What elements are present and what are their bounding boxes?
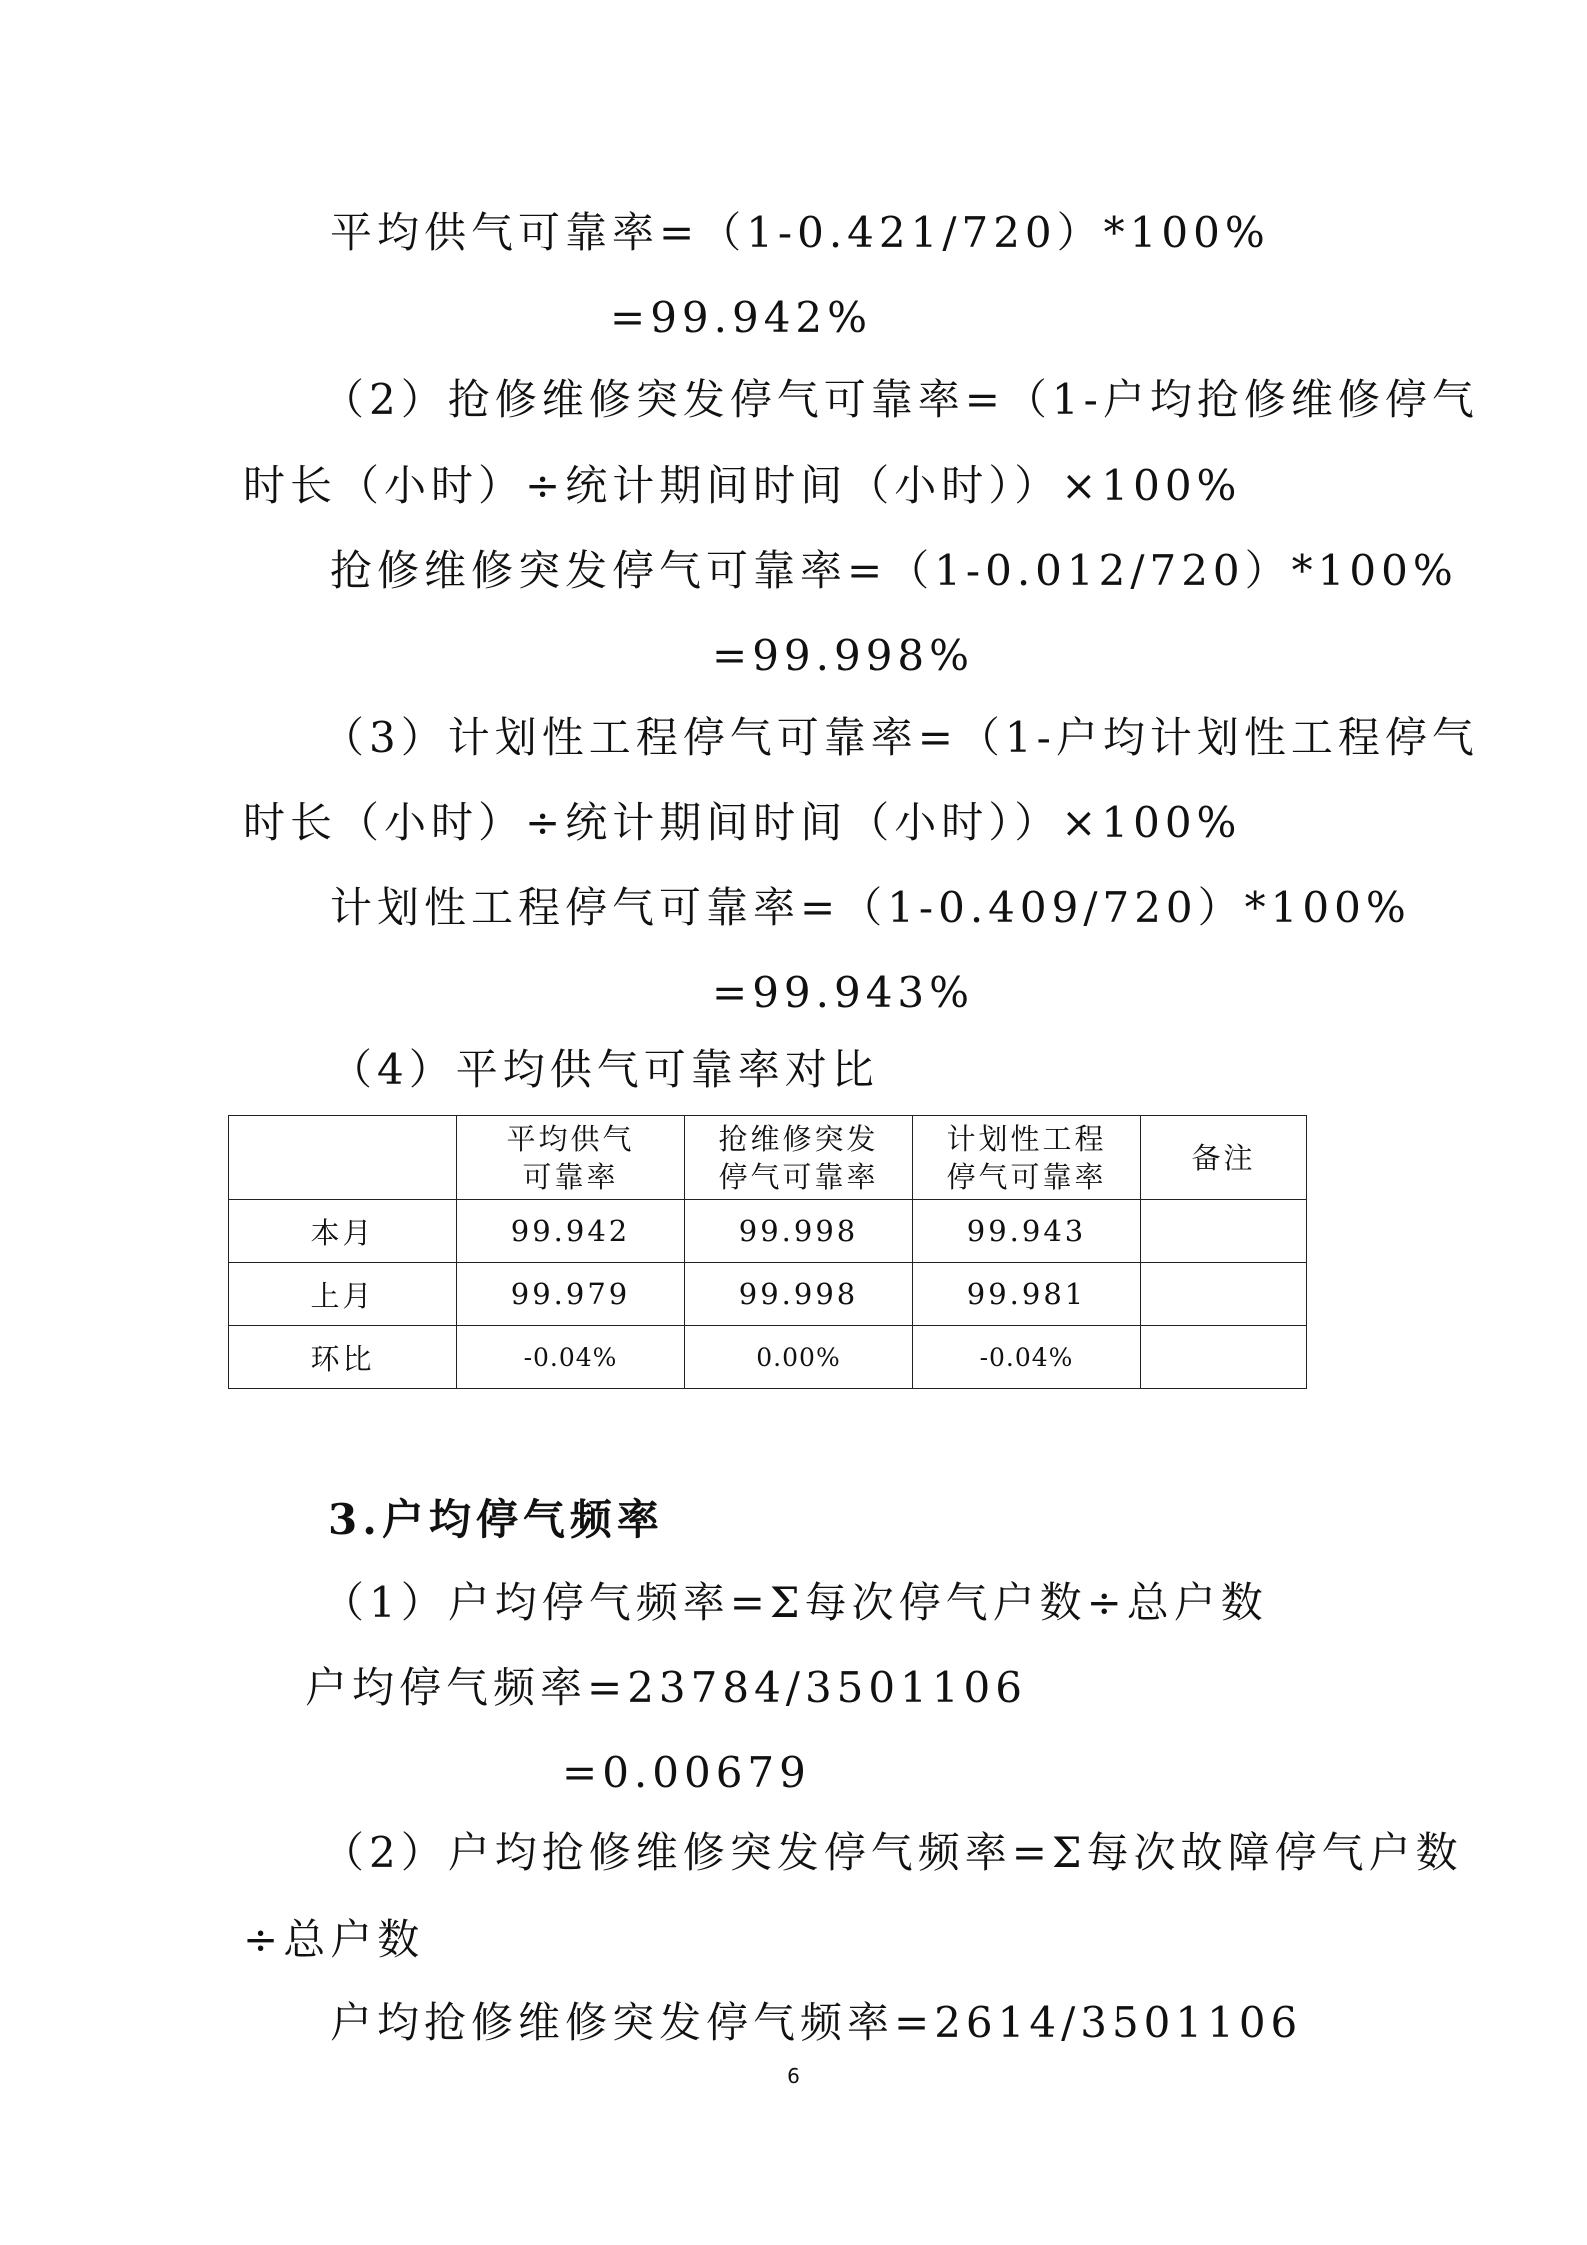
result-avg-frequency: =0.00679 — [562, 1748, 811, 1797]
table-cell: 0.00% — [685, 1326, 913, 1389]
formula-emergency-frequency: 户均抢修维修突发停气频率=2614/3501106 — [330, 1998, 1303, 2047]
table-cell: -0.04% — [913, 1326, 1141, 1389]
result-avg-reliability: =99.942% — [610, 293, 873, 342]
table-cell: 99.942 — [457, 1200, 685, 1263]
table-header-row — [229, 1116, 1307, 1200]
table-header-cell: 平均供气 可靠率 — [457, 1116, 685, 1200]
formula-avg-frequency: 户均停气频率=23784/3501106 — [305, 1663, 1028, 1712]
result-emergency-reliability: =99.998% — [712, 631, 975, 680]
table-row — [229, 1200, 1307, 1263]
row-label: 上月 — [229, 1263, 457, 1326]
table-row — [229, 1326, 1307, 1389]
table-cell-note — [1141, 1326, 1307, 1389]
section-heading-frequency: 3.户均停气频率 — [328, 1495, 664, 1544]
table-header-cell — [229, 1116, 457, 1200]
definition-emergency-reliability-cont: 时长（小时）÷统计期间时间（小时））×100% — [243, 461, 1242, 510]
page-number: 6 — [787, 2064, 800, 2088]
formula-planned-reliability: 计划性工程停气可靠率=（1-0.409/720）*100% — [330, 883, 1411, 932]
table-cell-note — [1141, 1200, 1307, 1263]
definition-planned-reliability-cont: 时长（小时）÷统计期间时间（小时））×100% — [243, 798, 1242, 847]
table-cell: 99.979 — [457, 1263, 685, 1326]
result-planned-reliability: =99.943% — [712, 968, 975, 1017]
definition-planned-reliability: （3）计划性工程停气可靠率=（1-户均计划性工程停气 — [322, 713, 1479, 762]
definition-emergency-frequency: （2）户均抢修维修突发停气频率=Σ每次故障停气户数 — [322, 1828, 1463, 1877]
table-cell: -0.04% — [457, 1326, 685, 1389]
definition-avg-frequency: （1）户均停气频率=Σ每次停气户数÷总户数 — [322, 1578, 1268, 1627]
section-comparison-title: （4）平均供气可靠率对比 — [330, 1045, 879, 1094]
table-cell: 99.981 — [913, 1263, 1141, 1326]
table-header-cell: 备注 — [1141, 1116, 1307, 1200]
row-label: 本月 — [229, 1200, 457, 1263]
row-label: 环比 — [229, 1326, 457, 1389]
reliability-comparison-table — [228, 1115, 1307, 1389]
table-cell: 99.998 — [685, 1263, 913, 1326]
table-cell: 99.998 — [685, 1200, 913, 1263]
formula-avg-reliability: 平均供气可靠率=（1-0.421/720）*100% — [330, 208, 1270, 257]
table-header-cell: 抢维修突发 停气可靠率 — [685, 1116, 913, 1200]
table-cell-note — [1141, 1263, 1307, 1326]
definition-emergency-frequency-cont: ÷总户数 — [243, 1915, 425, 1964]
table-header-cell: 计划性工程 停气可靠率 — [913, 1116, 1141, 1200]
definition-emergency-reliability: （2）抢修维修突发停气可靠率=（1-户均抢修维修停气 — [322, 375, 1479, 424]
formula-emergency-reliability: 抢修维修突发停气可靠率=（1-0.012/720）*100% — [330, 546, 1458, 595]
table-row — [229, 1263, 1307, 1326]
table-cell: 99.943 — [913, 1200, 1141, 1263]
